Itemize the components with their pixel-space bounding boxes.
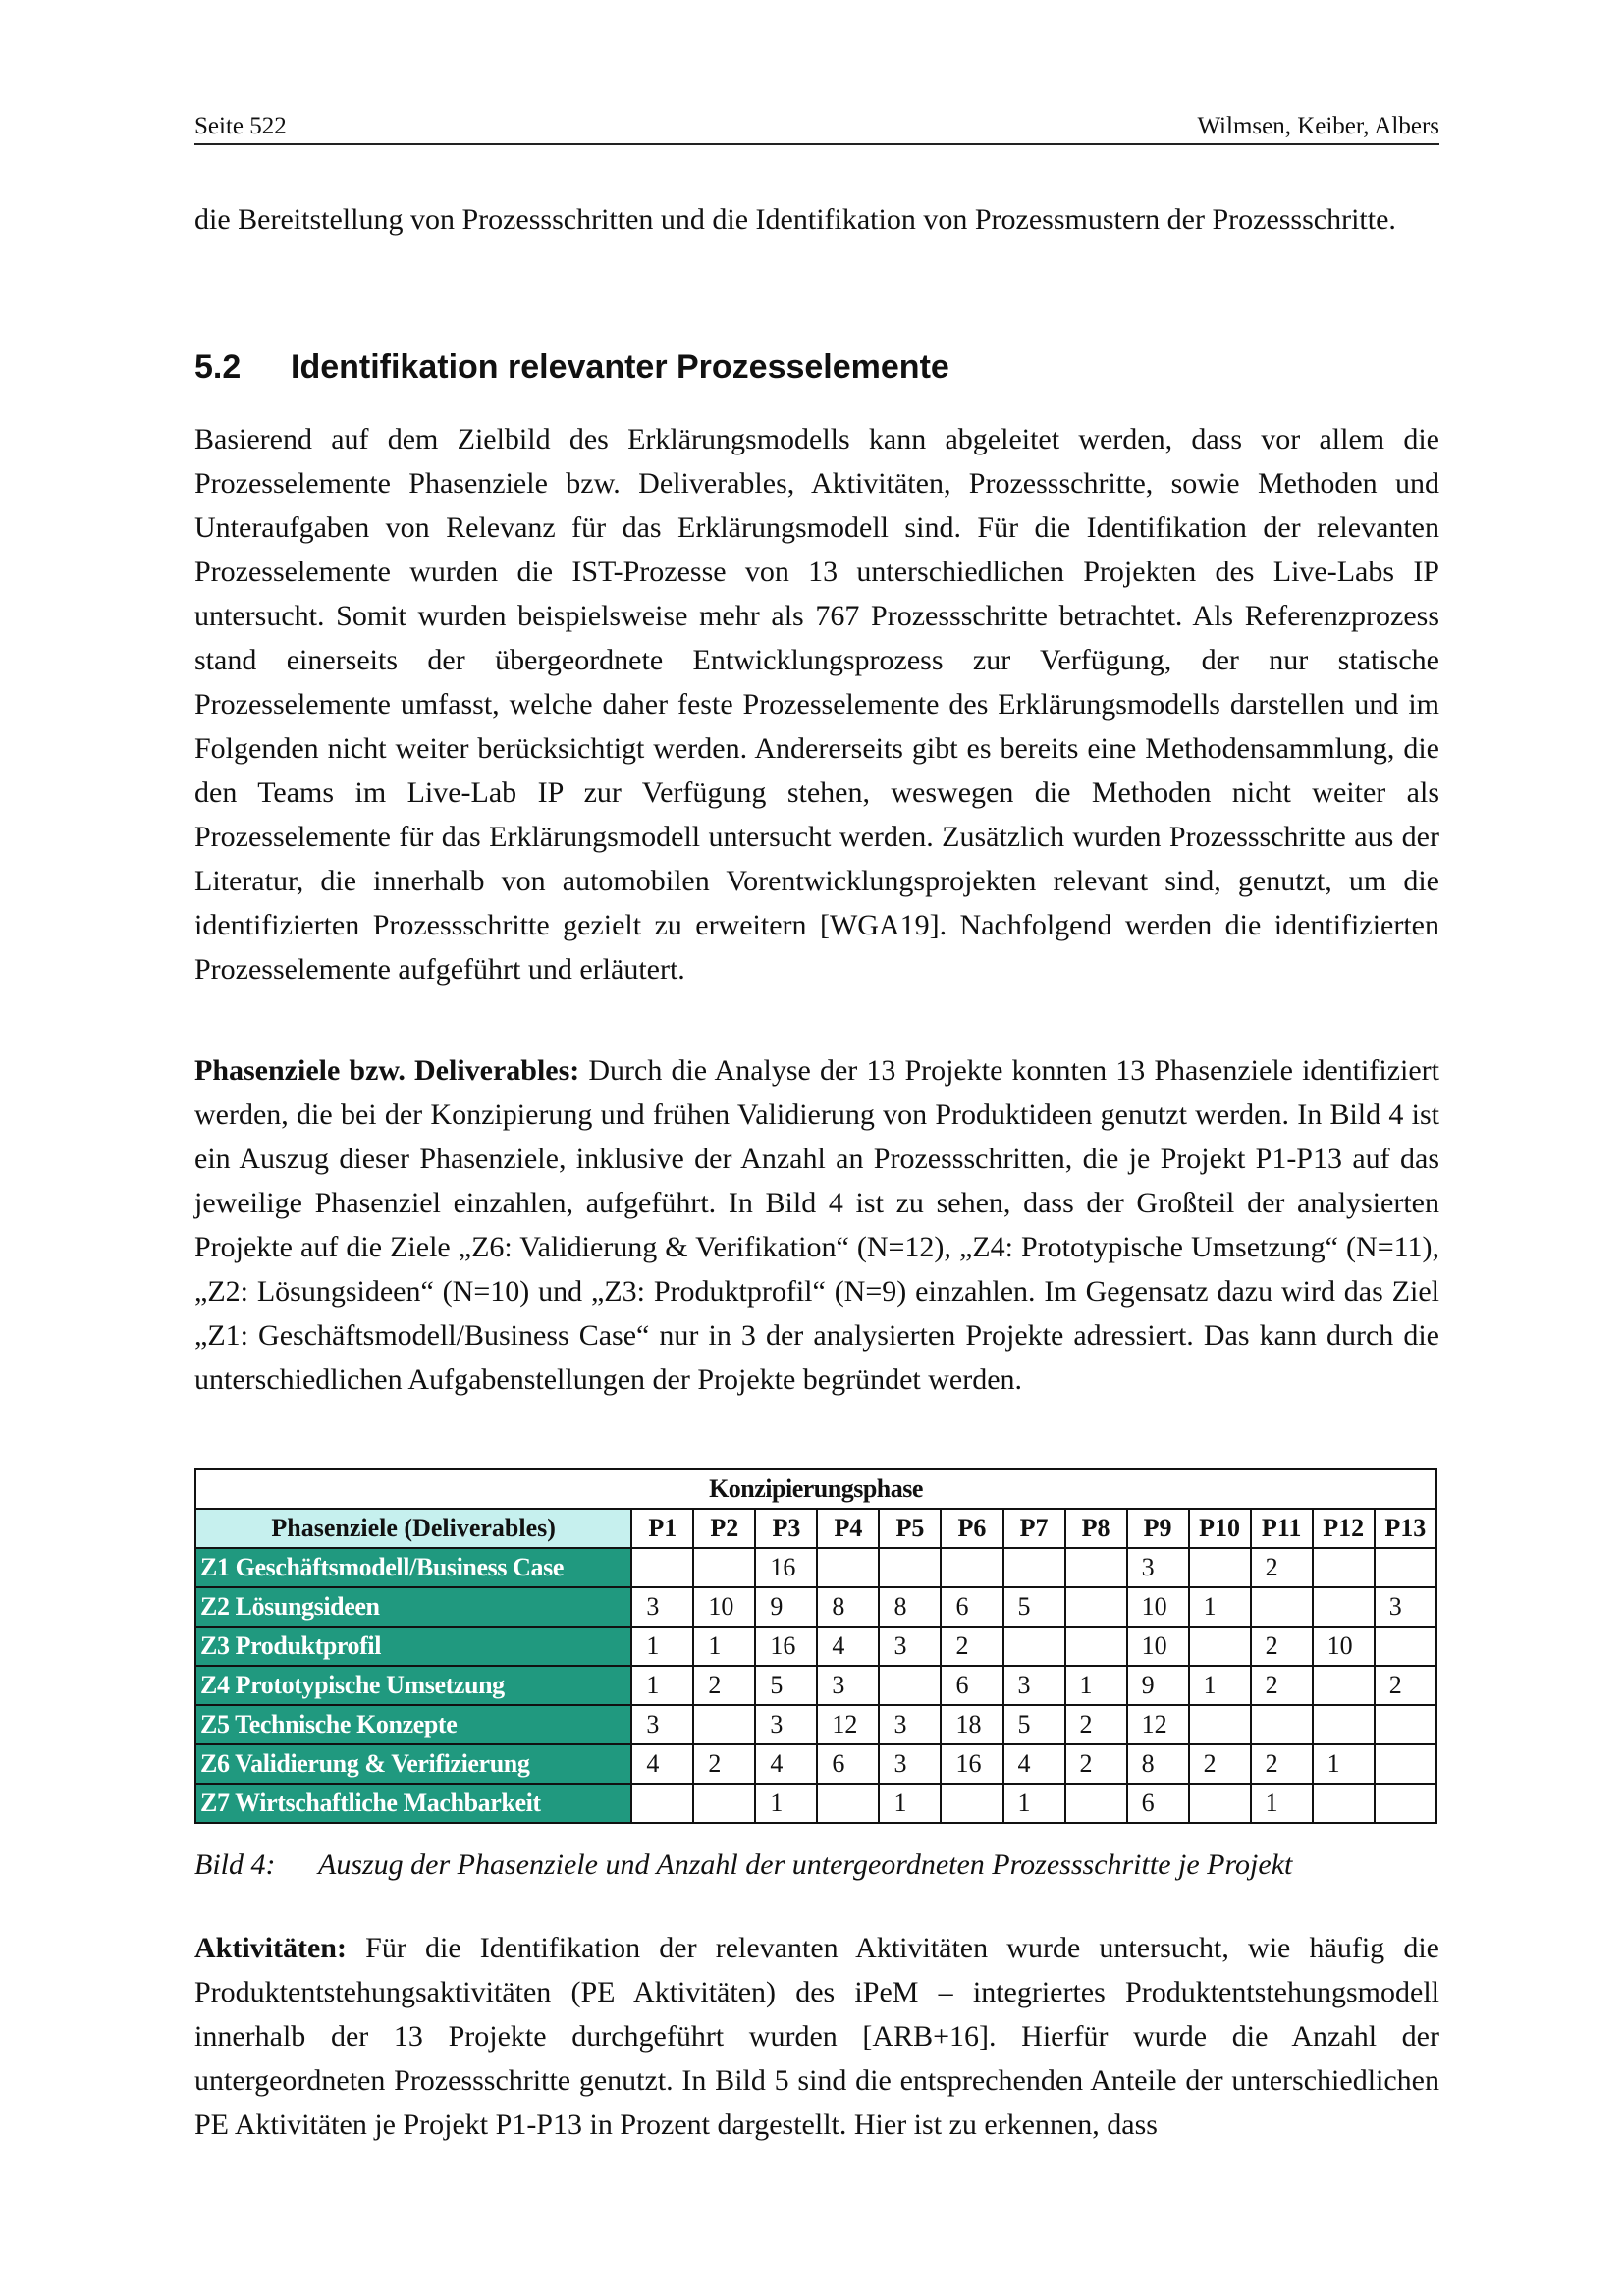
table-cell: 3 xyxy=(879,1744,941,1784)
phasenziele-table-wrapper xyxy=(194,1468,1437,1824)
table-row xyxy=(195,1627,1436,1666)
table-cell: 1 xyxy=(1065,1666,1127,1705)
table-cell: 9 xyxy=(1127,1666,1189,1705)
table-cell: 4 xyxy=(631,1744,693,1784)
table-cell: 6 xyxy=(941,1666,1002,1705)
table-cell: 1 xyxy=(879,1784,941,1823)
table-cell xyxy=(1003,1548,1065,1587)
table-col-header: P9 xyxy=(1127,1509,1189,1548)
paragraph-phasenziele-lead: Phasenziele bzw. Deliverables: xyxy=(194,1054,580,1087)
paragraph-aktivitaeten-lead: Aktivitäten: xyxy=(194,1932,347,1964)
table-cell: 2 xyxy=(1251,1744,1313,1784)
table-row-label: Z5 Technische Konzepte xyxy=(195,1705,631,1744)
table-row xyxy=(195,1784,1436,1823)
table-cell: 9 xyxy=(755,1587,817,1627)
table-cell xyxy=(1375,1548,1436,1587)
section-heading xyxy=(194,346,1439,389)
table-cell xyxy=(1251,1587,1313,1627)
table-cell xyxy=(941,1784,1002,1823)
table-row-label: Z2 Lösungsideen xyxy=(195,1587,631,1627)
table-cell xyxy=(1065,1548,1127,1587)
table-col-header: P10 xyxy=(1189,1509,1251,1548)
table-cell: 8 xyxy=(1127,1744,1189,1784)
table-col-header: P6 xyxy=(941,1509,1002,1548)
table-cell: 1 xyxy=(693,1627,755,1666)
table-cell: 6 xyxy=(941,1587,1002,1627)
page-number: Seite 522 xyxy=(194,113,287,139)
table-cell xyxy=(1251,1705,1313,1744)
paragraph-aktivitaeten xyxy=(194,1926,1439,2147)
table-col-header: P1 xyxy=(631,1509,693,1548)
table-cell xyxy=(1313,1548,1375,1587)
table-cell xyxy=(1189,1784,1251,1823)
table-cell xyxy=(1189,1705,1251,1744)
table-cell: 3 xyxy=(631,1705,693,1744)
table-phase-row xyxy=(195,1469,1436,1509)
table-cell: 3 xyxy=(879,1705,941,1744)
table-cell: 1 xyxy=(631,1666,693,1705)
table-cell: 1 xyxy=(1003,1784,1065,1823)
table-cell: 2 xyxy=(1065,1744,1127,1784)
table-cell: 4 xyxy=(755,1744,817,1784)
table-cell: 10 xyxy=(1313,1627,1375,1666)
section-number: 5.2 xyxy=(194,348,242,386)
table-cell xyxy=(1189,1548,1251,1587)
figure-caption xyxy=(194,1845,1439,1885)
table-cell: 12 xyxy=(1127,1705,1189,1744)
table-cell: 6 xyxy=(1127,1784,1189,1823)
table-cell xyxy=(1189,1627,1251,1666)
table-row xyxy=(195,1548,1436,1587)
table-cell: 5 xyxy=(755,1666,817,1705)
table-col-header: P7 xyxy=(1003,1509,1065,1548)
table-cell: 3 xyxy=(1127,1548,1189,1587)
table-cell xyxy=(1313,1705,1375,1744)
table-row-label: Z7 Wirtschaftliche Machbarkeit xyxy=(195,1784,631,1823)
table-row xyxy=(195,1666,1436,1705)
table-row-label: Z4 Prototypische Umsetzung xyxy=(195,1666,631,1705)
paragraph-phasenziele xyxy=(194,1048,1439,1402)
table-first-header: Phasenziele (Deliverables) xyxy=(195,1509,631,1548)
table-cell: 16 xyxy=(755,1627,817,1666)
table-cell xyxy=(1313,1666,1375,1705)
paragraph-prozesselemente: Basierend auf dem Zielbild des Erklärungsmodells kann abgeleitet werden, dass vor allem die Prozesselemente Phasenziele bzw. Deliverables, Aktivitäten, Prozessschritte, sowie Methoden und Unteraufgaben von Relevanz für das Erklärungsmodell sind. Für die Identifikation der relevanten Prozesselemente wurden die IST-Prozesse von 13 unterschiedlichen Projekten des Live-Labs IP untersucht. Somit wurden beispielsweise mehr als 767 Prozessschritte betrachtet. Als Referenzprozess stand einerseits der übergeordnete Entwicklungsprozess zur Verfügung, der nur statische Prozesselemente umfasst, welche daher feste Prozesselemente des Erklärungsmodells darstellen und im Folgenden nicht weiter berücksichtigt werden. Andererseits gibt es bereits eine Methodensammlung, die den Teams im Live-Lab IP zur Verfügung stehen, weswegen die Methoden nicht weiter als Prozesselemente für das Erklärungsmodell untersucht werden. Zusätzlich wurden Prozessschritte aus der Literatur, die innerhalb von automobilen Vorentwicklungsprojekten relevant sind, genutzt, um die identifizierten Prozessschritte gezielt zu erweitern [WGA19]. Nachfolgend werden die identifizierten Prozesselemente aufgeführt und erläutert. xyxy=(194,423,1439,986)
table-row-label: Z1 Geschäftsmodell/Business Case xyxy=(195,1548,631,1587)
table-row xyxy=(195,1744,1436,1784)
table-cell xyxy=(693,1548,755,1587)
table-cell xyxy=(879,1548,941,1587)
table-cell: 1 xyxy=(1313,1744,1375,1784)
table-cell xyxy=(1375,1705,1436,1744)
caption-label: Bild 4: xyxy=(194,1848,276,1881)
table-cell xyxy=(1313,1784,1375,1823)
table-cell xyxy=(817,1784,879,1823)
table-cell: 2 xyxy=(941,1627,1002,1666)
table-cell xyxy=(941,1548,1002,1587)
table-cell xyxy=(693,1705,755,1744)
page-header xyxy=(194,106,1439,145)
table-phase-title: Konzipierungsphase xyxy=(195,1469,1436,1509)
table-cell xyxy=(817,1548,879,1587)
table-cell: 2 xyxy=(693,1744,755,1784)
table-col-header: P2 xyxy=(693,1509,755,1548)
table-cell: 10 xyxy=(1127,1627,1189,1666)
table-cell: 12 xyxy=(817,1705,879,1744)
table-cell: 4 xyxy=(1003,1744,1065,1784)
table-cell xyxy=(631,1548,693,1587)
table-cell: 2 xyxy=(693,1666,755,1705)
table-cell: 2 xyxy=(1065,1705,1127,1744)
table-cell xyxy=(1313,1587,1375,1627)
table-cell xyxy=(879,1666,941,1705)
table-cell: 1 xyxy=(631,1627,693,1666)
paragraph-aktivitaeten-body: Für die Identifikation der relevanten Aktivitäten wurde untersucht, wie häufig die Produktentstehungsaktivitäten (PE Aktivitäten) des iPeM – integriertes Produktentstehungsmodell innerhalb der 13 Projekte durchgeführt wurden [ARB+16]. Hierfür wurde die Anzahl der untergeordneten Prozessschritte genutzt. In Bild 5 sind die entsprechenden Anteile der unterschiedlichen PE Aktivitäten je Projekt P1-P13 in Prozent dargestellt. Hier ist zu erkennen, dass xyxy=(194,1932,1439,2141)
paragraph-phasenziele-body: Durch die Analyse der 13 Projekte konnten 13 Phasenziele identifiziert werden, die bei der Konzipierung und frühen Validierung von Produktideen genutzt werden. In Bild 4 ist ein Auszug dieser Phasenziele, inklusive der Anzahl an Prozessschritten, die je Projekt P1-P13 auf das jeweilige Phasenziel einzahlen, aufgeführt. In Bild 4 ist zu sehen, dass der Großteil der analysierten Projekte auf die Ziele „Z6: Validierung & Verifikation“ (N=12), „Z4: Prototypische Umsetzung“ (N=11), „Z2: Lösungsideen“ (N=10) und „Z3: Produktprofil“ (N=9) einzahlen. Im Gegensatz dazu wird das Ziel „Z1: Geschäftsmodell/Business Case“ nur in 3 der analysierten Projekte adressiert. Das kann durch die unterschiedlichen Aufgabenstellungen der Projekte begründet werden. xyxy=(194,1054,1440,1396)
table-cell: 3 xyxy=(631,1587,693,1627)
table-cell xyxy=(1065,1627,1127,1666)
table-cell: 2 xyxy=(1251,1666,1313,1705)
running-authors: Wilmsen, Keiber, Albers xyxy=(1197,113,1439,139)
table-cell: 2 xyxy=(1251,1627,1313,1666)
table-cell xyxy=(1375,1784,1436,1823)
table-cell: 1 xyxy=(755,1784,817,1823)
table-cell: 8 xyxy=(879,1587,941,1627)
table-cell: 16 xyxy=(755,1548,817,1587)
table-cell: 16 xyxy=(941,1744,1002,1784)
table-cell: 2 xyxy=(1375,1666,1436,1705)
table-cell xyxy=(1065,1784,1127,1823)
table-cell xyxy=(1065,1587,1127,1627)
table-cell xyxy=(693,1784,755,1823)
table-row-label: Z6 Validierung & Verifizierung xyxy=(195,1744,631,1784)
table-col-header: P12 xyxy=(1313,1509,1375,1548)
table-cell: 18 xyxy=(941,1705,1002,1744)
table-cell: 3 xyxy=(817,1666,879,1705)
table-cell xyxy=(1375,1627,1436,1666)
table-cell: 2 xyxy=(1251,1548,1313,1587)
table-cell: 1 xyxy=(1189,1587,1251,1627)
table-cell xyxy=(1003,1627,1065,1666)
table-col-header: P8 xyxy=(1065,1509,1127,1548)
table-row-label: Z3 Produktprofil xyxy=(195,1627,631,1666)
table-cell: 6 xyxy=(817,1744,879,1784)
table-col-header: P11 xyxy=(1251,1509,1313,1548)
table-cell: 3 xyxy=(1003,1666,1065,1705)
phasenziele-table xyxy=(194,1468,1437,1824)
table-col-header: P4 xyxy=(817,1509,879,1548)
table-col-header: P5 xyxy=(879,1509,941,1548)
table-cell: 5 xyxy=(1003,1705,1065,1744)
table-col-header: P13 xyxy=(1375,1509,1436,1548)
table-body xyxy=(195,1548,1436,1823)
table-cell: 3 xyxy=(1375,1587,1436,1627)
caption-text: Auszug der Phasenziele und Anzahl der untergeordneten Prozessschritte je Projekt xyxy=(318,1848,1293,1881)
table-cell: 4 xyxy=(817,1627,879,1666)
intro-paragraph: die Bereitstellung von Prozessschritten und die Identifikation von Prozessmustern der Prozessschritte. xyxy=(194,203,1396,236)
table-cell: 1 xyxy=(1251,1784,1313,1823)
table-cell: 8 xyxy=(817,1587,879,1627)
table-cell: 1 xyxy=(1189,1666,1251,1705)
table-header-row xyxy=(195,1509,1436,1548)
table-cell xyxy=(631,1784,693,1823)
table-row xyxy=(195,1705,1436,1744)
table-cell xyxy=(1375,1744,1436,1784)
table-row xyxy=(195,1587,1436,1627)
table-cell: 3 xyxy=(755,1705,817,1744)
table-cell: 5 xyxy=(1003,1587,1065,1627)
table-col-header: P3 xyxy=(755,1509,817,1548)
table-cell: 10 xyxy=(1127,1587,1189,1627)
table-cell: 2 xyxy=(1189,1744,1251,1784)
table-cell: 10 xyxy=(693,1587,755,1627)
section-title: Identifikation relevanter Prozesselemente xyxy=(291,348,949,386)
table-cell: 3 xyxy=(879,1627,941,1666)
